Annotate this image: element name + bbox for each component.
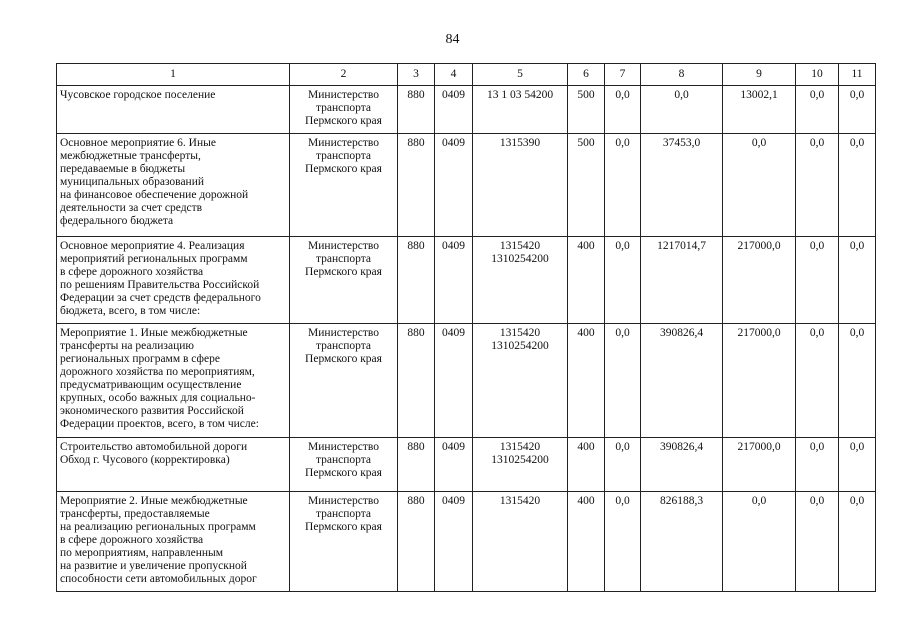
text-line: 1315420 xyxy=(499,327,541,339)
text-line: транспорта xyxy=(315,454,372,466)
value-cell: 217000,0 xyxy=(723,324,796,438)
agency-cell xyxy=(290,134,398,237)
text-line: 1310254200 xyxy=(491,253,549,265)
text-line: Пермского края xyxy=(305,266,382,278)
agency-cell xyxy=(290,324,398,438)
target-article-cell xyxy=(473,324,568,438)
text-line: транспорта xyxy=(315,508,372,520)
page-number: 84 xyxy=(445,32,460,47)
text-line: Федерации проектов, всего, в том числе: xyxy=(60,418,259,430)
expense-type-cell: 400 xyxy=(568,492,605,592)
text-line: по мероприятиям, направленным xyxy=(60,547,224,559)
table-row xyxy=(57,86,876,134)
section-cell: 0409 xyxy=(435,438,473,492)
section-cell: 0409 xyxy=(435,324,473,438)
text-line: транспорта xyxy=(315,102,372,114)
value-cell: 0,0 xyxy=(839,86,876,134)
header-row xyxy=(57,64,876,86)
text-line: 1310254200 xyxy=(491,454,549,466)
value-cell: 1217014,7 xyxy=(641,237,723,324)
text-line: по решениям Правительства Российской xyxy=(60,279,260,291)
agency-cell xyxy=(290,438,398,492)
text-line: в сфере дорожного хозяйства xyxy=(60,534,204,546)
text-line: Министерство xyxy=(308,327,379,339)
text-line: Пермского края xyxy=(305,521,382,533)
table-row xyxy=(57,438,876,492)
text-line: передаваемые в бюджеты xyxy=(60,163,186,175)
column-header: 6 xyxy=(568,64,605,86)
text-line: бюджета, всего, в том числе: xyxy=(60,305,201,317)
expense-type-cell: 400 xyxy=(568,324,605,438)
text-line: 1315420 xyxy=(499,240,541,252)
text-line: транспорта xyxy=(315,253,372,265)
text-line: Министерство xyxy=(308,441,379,453)
value-cell: 0,0 xyxy=(605,492,641,592)
value-cell: 0,0 xyxy=(723,134,796,237)
text-line: дорожного хозяйства по мероприятиям, xyxy=(60,366,255,378)
target-article-cell xyxy=(473,86,568,134)
grbs-cell: 880 xyxy=(398,324,435,438)
text-line: Мероприятие 1. Иные межбюджетные xyxy=(60,327,248,339)
value-cell: 0,0 xyxy=(796,134,839,237)
text-line: Строительство автомобильной дороги xyxy=(60,441,248,453)
expense-type-cell: 500 xyxy=(568,134,605,237)
expense-type-cell: 400 xyxy=(568,237,605,324)
expense-type-cell: 500 xyxy=(568,86,605,134)
column-header: 5 xyxy=(473,64,568,86)
column-header: 11 xyxy=(839,64,876,86)
value-cell: 0,0 xyxy=(605,134,641,237)
grbs-cell: 880 xyxy=(398,492,435,592)
text-line: муниципальных образований xyxy=(60,176,205,188)
activity-name-cell xyxy=(57,438,290,492)
grbs-cell: 880 xyxy=(398,134,435,237)
text-line: Федерации за счет средств федерального xyxy=(60,292,261,304)
text-line: Основное мероприятие 4. Реализация xyxy=(60,240,245,252)
value-cell: 13002,1 xyxy=(723,86,796,134)
activity-name-cell xyxy=(57,324,290,438)
activity-name-cell xyxy=(57,86,290,134)
text-line: федерального бюджета xyxy=(60,215,174,227)
text-line: Пермского края xyxy=(305,115,382,127)
grbs-cell: 880 xyxy=(398,237,435,324)
text-line: транспорта xyxy=(315,340,372,352)
value-cell: 0,0 xyxy=(839,438,876,492)
value-cell: 0,0 xyxy=(796,237,839,324)
value-cell: 0,0 xyxy=(839,237,876,324)
text-line: Пермского края xyxy=(305,353,382,365)
text-line: региональных программ в сфере xyxy=(60,353,220,365)
text-line: Обход г. Чусового (корректировка) xyxy=(60,454,230,466)
activity-name-cell xyxy=(57,134,290,237)
value-cell: 390826,4 xyxy=(641,438,723,492)
target-article-cell xyxy=(473,438,568,492)
text-line: Пермского края xyxy=(305,163,382,175)
text-line: крупных, особо важных для социально- xyxy=(60,392,256,404)
grbs-cell: 880 xyxy=(398,86,435,134)
section-cell: 0409 xyxy=(435,492,473,592)
value-cell: 217000,0 xyxy=(723,237,796,324)
text-line: 13 1 03 54200 xyxy=(486,89,554,101)
column-header: 1 xyxy=(57,64,290,86)
value-cell: 0,0 xyxy=(796,86,839,134)
column-header: 10 xyxy=(796,64,839,86)
text-line: Министерство xyxy=(308,240,379,252)
value-cell: 826188,3 xyxy=(641,492,723,592)
value-cell: 0,0 xyxy=(796,438,839,492)
column-header: 3 xyxy=(398,64,435,86)
value-cell: 217000,0 xyxy=(723,438,796,492)
agency-cell xyxy=(290,237,398,324)
table-row xyxy=(57,134,876,237)
target-article-cell xyxy=(473,492,568,592)
text-line: трансферты, предоставляемые xyxy=(60,508,210,520)
text-line: способности сети автомобильных дорог xyxy=(60,573,257,585)
column-header: 7 xyxy=(605,64,641,86)
text-line: Мероприятие 2. Иные межбюджетные xyxy=(60,495,248,507)
value-cell: 0,0 xyxy=(839,492,876,592)
value-cell: 0,0 xyxy=(605,86,641,134)
value-cell: 0,0 xyxy=(641,86,723,134)
column-header: 9 xyxy=(723,64,796,86)
text-line: экономического развития Российской xyxy=(60,405,244,417)
text-line: на финансовое обеспечение дорожной xyxy=(60,189,249,201)
text-line: Основное мероприятие 6. Иные xyxy=(60,137,216,149)
agency-cell xyxy=(290,86,398,134)
column-header: 2 xyxy=(290,64,398,86)
value-cell: 0,0 xyxy=(723,492,796,592)
value-cell: 0,0 xyxy=(605,237,641,324)
text-line: 1315420 xyxy=(499,495,541,507)
value-cell: 0,0 xyxy=(839,324,876,438)
expense-type-cell: 400 xyxy=(568,438,605,492)
text-line: 1315420 xyxy=(499,441,541,453)
text-line: Пермского края xyxy=(305,467,382,479)
section-cell: 0409 xyxy=(435,237,473,324)
table-row xyxy=(57,237,876,324)
text-line: предусматривающим осуществление xyxy=(60,379,242,391)
text-line: 1315390 xyxy=(499,137,541,149)
value-cell: 0,0 xyxy=(839,134,876,237)
activity-name-cell xyxy=(57,492,290,592)
value-cell: 0,0 xyxy=(796,492,839,592)
table-row xyxy=(57,324,876,438)
section-cell: 0409 xyxy=(435,134,473,237)
value-cell: 0,0 xyxy=(605,438,641,492)
target-article-cell xyxy=(473,134,568,237)
value-cell: 0,0 xyxy=(796,324,839,438)
value-cell: 0,0 xyxy=(605,324,641,438)
value-cell: 390826,4 xyxy=(641,324,723,438)
text-line: Министерство xyxy=(308,137,379,149)
text-line: деятельности за счет средств xyxy=(60,202,203,214)
text-line: в сфере дорожного хозяйства xyxy=(60,266,204,278)
text-line: на реализацию региональных программ xyxy=(60,521,256,533)
text-line: транспорта xyxy=(315,150,372,162)
table-row xyxy=(57,492,876,592)
text-line: Министерство xyxy=(308,495,379,507)
text-line: Министерство xyxy=(308,89,379,101)
column-header: 4 xyxy=(435,64,473,86)
target-article-cell xyxy=(473,237,568,324)
text-line: межбюджетные трансферты, xyxy=(60,150,201,162)
text-line: Чусовское городское поселение xyxy=(60,89,216,101)
grbs-cell: 880 xyxy=(398,438,435,492)
column-header: 8 xyxy=(641,64,723,86)
text-line: на развитие и увеличение пропускной xyxy=(60,560,247,572)
activity-name-cell xyxy=(57,237,290,324)
text-line: мероприятий региональных программ xyxy=(60,253,248,265)
budget-table xyxy=(56,63,876,592)
agency-cell xyxy=(290,492,398,592)
section-cell: 0409 xyxy=(435,86,473,134)
text-line: трансферты на реализацию xyxy=(60,340,194,352)
value-cell: 37453,0 xyxy=(641,134,723,237)
text-line: 1310254200 xyxy=(491,340,549,352)
